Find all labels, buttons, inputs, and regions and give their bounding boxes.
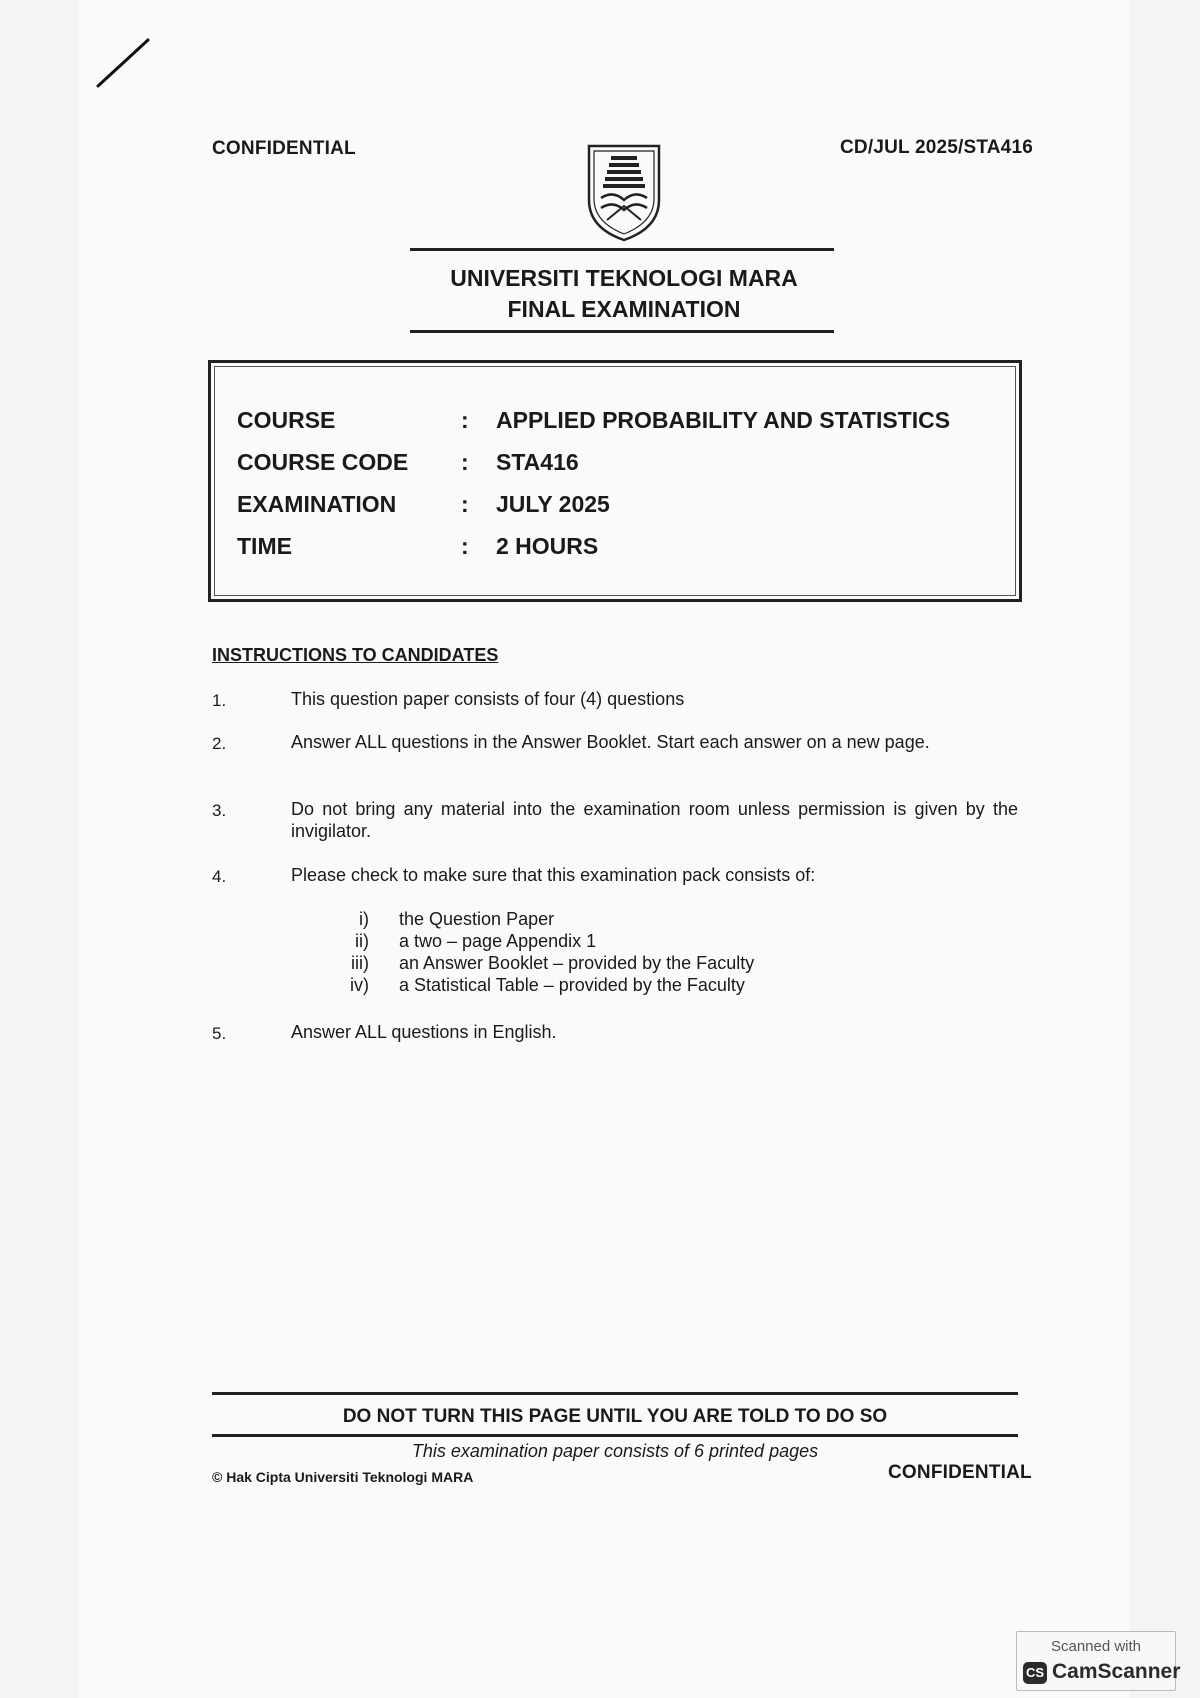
header-course-ref: CD/JUL 2025/STA416 — [840, 137, 1033, 158]
uitm-crest-icon — [585, 142, 663, 242]
info-value: 2 HOURS — [496, 533, 599, 559]
pack-item-text: the Question Paper — [399, 909, 555, 929]
footer-top-rule — [212, 1392, 1018, 1395]
instruction-number: 3. — [212, 801, 227, 820]
info-label: COURSE — [237, 407, 336, 433]
footer-bottom-rule — [212, 1434, 1018, 1437]
info-colon: : — [461, 491, 469, 517]
info-label: EXAMINATION — [237, 491, 397, 517]
exam-title: FINAL EXAMINATION — [507, 296, 741, 322]
university-name: UNIVERSITI TEKNOLOGI MARA — [450, 265, 798, 291]
pack-item-roman: ii) — [355, 931, 369, 951]
title-top-rule — [410, 248, 834, 251]
pack-item-roman: iv) — [350, 975, 369, 995]
course-info-box — [208, 360, 1022, 602]
instruction-number: 5. — [212, 1024, 227, 1043]
info-colon: : — [461, 407, 469, 433]
pack-item-text: a two – page Appendix 1 — [399, 931, 597, 951]
camscanner-badge — [1016, 1631, 1181, 1691]
pack-item-text: an Answer Booklet – provided by the Faculty — [399, 953, 755, 973]
instruction-number: 2. — [212, 734, 227, 753]
instruction-number: 4. — [212, 867, 227, 886]
info-value: STA416 — [496, 449, 579, 475]
footer-warning: DO NOT TURN THIS PAGE UNTIL YOU ARE TOLD TO DO SO — [342, 1406, 888, 1427]
info-label: COURSE CODE — [237, 449, 409, 475]
instruction-text: Please check to make sure that this examination pack consists of: — [291, 865, 816, 885]
pen-stroke-icon — [96, 36, 156, 92]
instruction-text: Answer ALL questions in English. — [291, 1022, 557, 1042]
title-bottom-rule — [410, 330, 834, 333]
info-label: TIME — [237, 533, 292, 559]
header-confidential: CONFIDENTIAL — [212, 138, 356, 159]
instruction-number: 1. — [212, 691, 227, 710]
footer-page-count: This examination paper consists of 6 printed pages — [411, 1441, 819, 1461]
instruction-text: Answer ALL questions in the Answer Booklet. Start each answer on a new page. — [291, 732, 930, 752]
instruction-text: This question paper consists of four (4) questions — [291, 689, 685, 709]
instructions-heading: INSTRUCTIONS TO CANDIDATES — [212, 645, 499, 665]
pack-item-roman: iii) — [351, 953, 369, 973]
camscanner-caption: Scanned with — [1050, 1638, 1142, 1655]
info-value: JULY 2025 — [496, 491, 610, 517]
camscanner-logo-icon: CS — [1023, 1662, 1047, 1684]
info-colon: : — [461, 449, 469, 475]
footer-copyright: © Hak Cipta Universiti Teknologi MARA — [212, 1469, 474, 1485]
info-value: APPLIED PROBABILITY AND STATISTICS — [496, 407, 951, 433]
pack-item-text: a Statistical Table – provided by the Faculty — [399, 975, 745, 995]
footer-confidential: CONFIDENTIAL — [888, 1462, 1032, 1483]
pack-item-roman: i) — [359, 909, 369, 929]
camscanner-name: CamScanner — [1052, 1660, 1181, 1683]
instruction-text: Do not bring any material into the examination room unless permission is given by the invigilator. — [291, 799, 1018, 841]
info-colon: : — [461, 533, 469, 559]
